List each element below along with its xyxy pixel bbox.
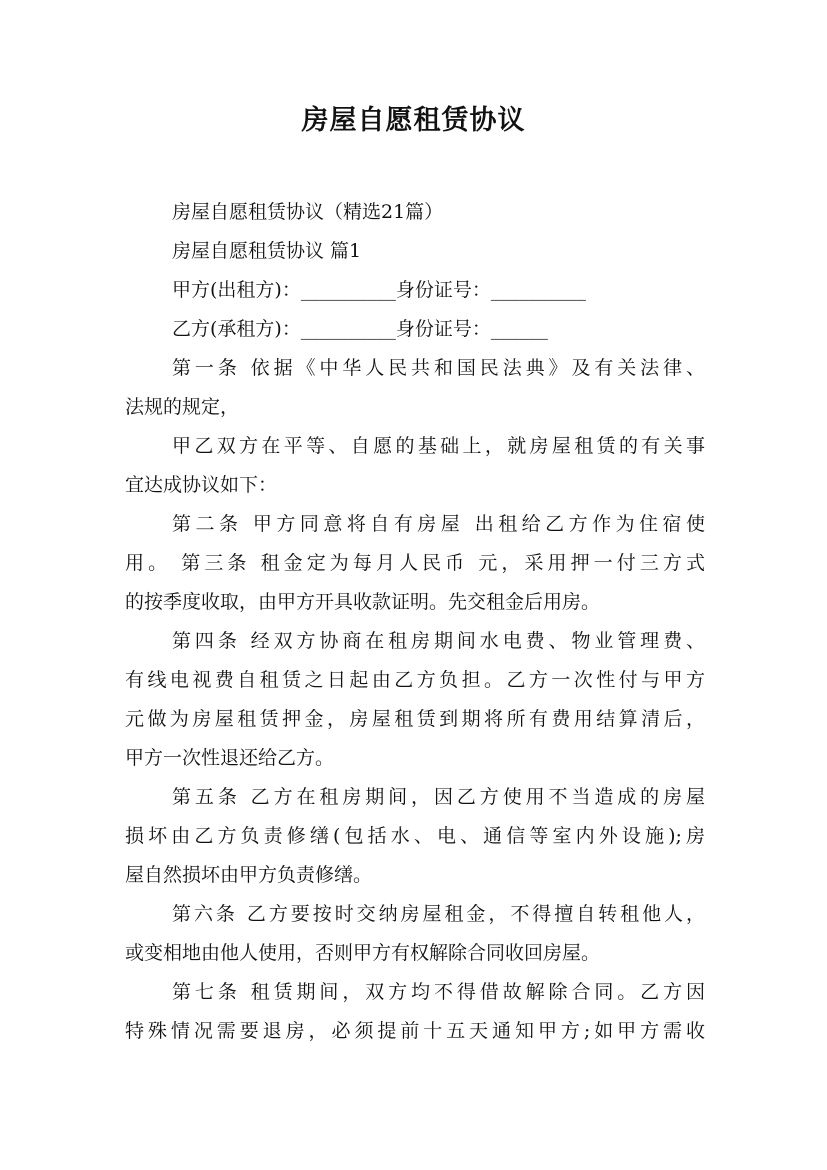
text-line: 第二条 甲方同意将自有房屋 出租给乙方作为住宿使	[172, 513, 705, 535]
section-heading: 房屋自愿租赁协议 篇1	[172, 240, 362, 262]
text-line: 第七条 租赁期间，双方均不得借故解除合同。乙方因	[172, 981, 705, 1003]
document-title: 房屋自愿租赁协议	[301, 105, 526, 136]
text-line: 第五条 乙方在租房期间，因乙方使用不当造成的房屋	[172, 786, 705, 808]
text-line: 损坏由乙方负责修缮(包括水、电、通信等室内外设施);房	[125, 825, 705, 847]
text-line: 甲乙双方在平等、自愿的基础上，就房屋租赁的有关事	[172, 435, 705, 457]
text-line: 法规的规定，	[125, 396, 240, 418]
text-line: 第一条 依据《中华人民共和国民法典》及有关法律、	[172, 357, 705, 379]
text-line: 甲方一次性退还给乙方。	[125, 747, 335, 769]
text-line: 屋自然损坏由甲方负责修缮。	[125, 864, 373, 886]
text-line: 或变相地由他人使用，否则甲方有权解除合同收回房屋。	[125, 942, 601, 964]
party-a-line: 甲方(出租方)：__________身份证号：__________	[172, 279, 586, 301]
party-b-line: 乙方(承租方)：__________身份证号：______	[172, 318, 548, 340]
subtitle-line: 房屋自愿租赁协议（精选21篇）	[172, 201, 444, 223]
text-line: 第四条 经双方协商在租房期间水电费、物业管理费、	[172, 630, 705, 652]
text-line: 第六条 乙方要按时交纳房屋租金，不得擅自转租他人，	[172, 903, 705, 925]
text-line: 用。 第三条 租金定为每月人民币 元，采用押一付三方式	[125, 552, 705, 574]
text-line: 元做为房屋租赁押金，房屋租赁到期将所有费用结算清后，	[125, 708, 705, 730]
text-line: 的按季度收取，由甲方开具收款证明。先交租金后用房。	[125, 591, 601, 613]
text-line: 有线电视费自租赁之日起由乙方负担。乙方一次性付与甲方	[125, 669, 705, 691]
text-line: 宜达成协议如下：	[125, 474, 278, 496]
text-line: 特殊情况需要退房，必须提前十五天通知甲方;如甲方需收	[125, 1020, 705, 1042]
